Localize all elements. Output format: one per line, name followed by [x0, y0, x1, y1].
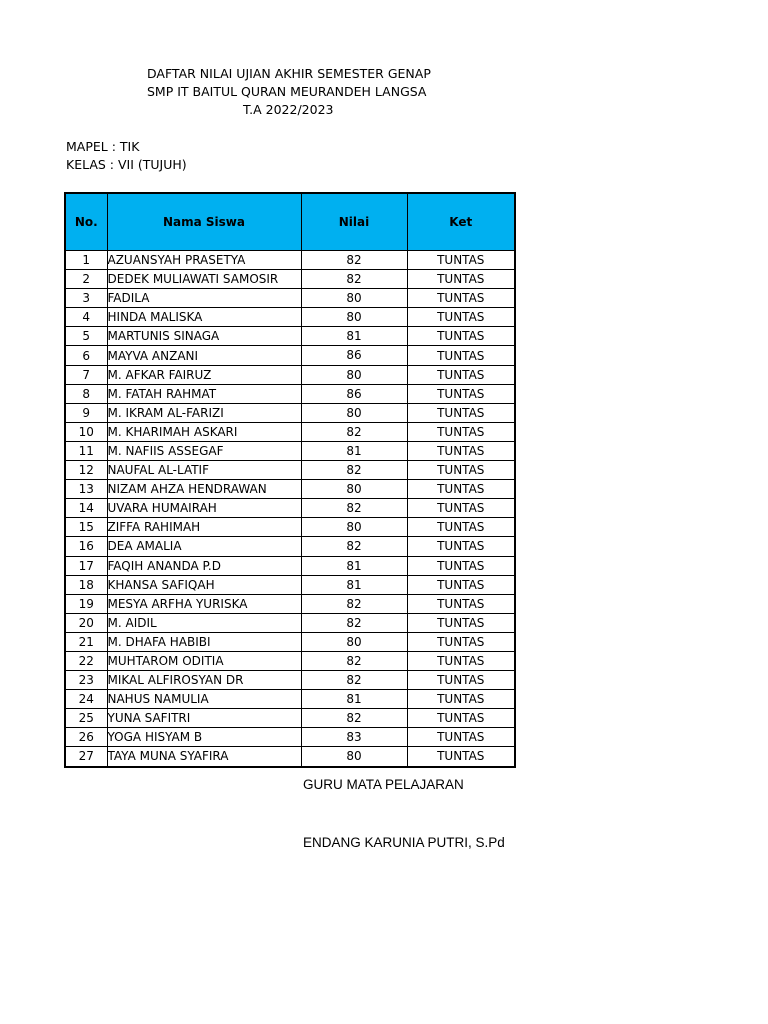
subject-label: MAPEL : TIK [66, 139, 140, 154]
table-header-row [65, 193, 515, 251]
cell-ket: TUNTAS [407, 709, 515, 728]
cell-score: 80 [301, 289, 407, 308]
cell-no: 21 [65, 632, 107, 651]
table-row [65, 632, 515, 651]
cell-score: 82 [301, 499, 407, 518]
cell-score: 82 [301, 270, 407, 289]
cell-name: MARTUNIS SINAGA [107, 327, 301, 346]
cell-score: 80 [301, 632, 407, 651]
cell-ket: TUNTAS [407, 556, 515, 575]
cell-no: 11 [65, 441, 107, 460]
cell-no: 15 [65, 518, 107, 537]
table-row [65, 575, 515, 594]
table-row [65, 728, 515, 747]
cell-no: 3 [65, 289, 107, 308]
cell-name: M. IKRAM AL-FARIZI [107, 403, 301, 422]
column-header-no: No. [65, 193, 107, 251]
cell-score: 82 [301, 594, 407, 613]
cell-name: DEDEK MULIAWATI SAMOSIR [107, 270, 301, 289]
cell-ket: TUNTAS [407, 690, 515, 709]
cell-name: AZUANSYAH PRASETYA [107, 251, 301, 270]
cell-ket: TUNTAS [407, 384, 515, 403]
class-label: KELAS : VII (TUJUH) [66, 157, 187, 172]
cell-ket: TUNTAS [407, 327, 515, 346]
cell-score: 80 [301, 308, 407, 327]
cell-score: 80 [301, 480, 407, 499]
cell-no: 24 [65, 690, 107, 709]
cell-ket: TUNTAS [407, 728, 515, 747]
cell-name: HINDA MALISKA [107, 308, 301, 327]
signature-role: GURU MATA PELAJARAN [303, 777, 464, 792]
cell-name: MIKAL ALFIROSYAN DR [107, 671, 301, 690]
cell-no: 1 [65, 251, 107, 270]
cell-ket: TUNTAS [407, 308, 515, 327]
cell-ket: TUNTAS [407, 289, 515, 308]
cell-no: 19 [65, 594, 107, 613]
cell-score: 82 [301, 613, 407, 632]
cell-score: 80 [301, 365, 407, 384]
table-row [65, 346, 515, 365]
cell-no: 25 [65, 709, 107, 728]
column-header-score: Nilai [301, 193, 407, 251]
signature-name: ENDANG KARUNIA PUTRI, S.Pd [303, 835, 505, 850]
cell-score: 86 [301, 384, 407, 403]
cell-score: 81 [301, 556, 407, 575]
cell-ket: TUNTAS [407, 575, 515, 594]
cell-ket: TUNTAS [407, 480, 515, 499]
table-row [65, 365, 515, 384]
cell-name: NIZAM AHZA HENDRAWAN [107, 480, 301, 499]
cell-score: 82 [301, 709, 407, 728]
school-name: SMP IT BAITUL QURAN MEURANDEH LANGSA [147, 84, 427, 99]
cell-score: 82 [301, 251, 407, 270]
cell-name: M. NAFIIS ASSEGAF [107, 441, 301, 460]
cell-score: 81 [301, 441, 407, 460]
cell-name: YUNA SAFITRI [107, 709, 301, 728]
cell-name: M. KHARIMAH ASKARI [107, 422, 301, 441]
cell-name: NAUFAL AL-LATIF [107, 461, 301, 480]
cell-ket: TUNTAS [407, 613, 515, 632]
cell-no: 22 [65, 651, 107, 670]
cell-name: YOGA HISYAM B [107, 728, 301, 747]
cell-no: 7 [65, 365, 107, 384]
cell-ket: TUNTAS [407, 461, 515, 480]
cell-no: 17 [65, 556, 107, 575]
cell-name: M. AIDIL [107, 613, 301, 632]
table-body [65, 251, 515, 767]
table-row [65, 747, 515, 767]
cell-name: ZIFFA RAHIMAH [107, 518, 301, 537]
cell-no: 4 [65, 308, 107, 327]
cell-name: FAQIH ANANDA P.D [107, 556, 301, 575]
table-row [65, 518, 515, 537]
cell-ket: TUNTAS [407, 251, 515, 270]
cell-no: 26 [65, 728, 107, 747]
cell-no: 13 [65, 480, 107, 499]
table-row [65, 308, 515, 327]
cell-no: 5 [65, 327, 107, 346]
cell-name: MESYA ARFHA YURISKA [107, 594, 301, 613]
cell-no: 2 [65, 270, 107, 289]
cell-no: 12 [65, 461, 107, 480]
table-row [65, 422, 515, 441]
academic-year: T.A 2022/2023 [243, 102, 334, 117]
cell-score: 80 [301, 518, 407, 537]
cell-no: 10 [65, 422, 107, 441]
table-row [65, 499, 515, 518]
table-row [65, 709, 515, 728]
cell-ket: TUNTAS [407, 651, 515, 670]
cell-score: 86 [301, 346, 407, 365]
table-row [65, 690, 515, 709]
table-row [65, 537, 515, 556]
table-row [65, 403, 515, 422]
cell-ket: TUNTAS [407, 441, 515, 460]
cell-score: 82 [301, 651, 407, 670]
cell-score: 81 [301, 327, 407, 346]
cell-no: 20 [65, 613, 107, 632]
cell-ket: TUNTAS [407, 594, 515, 613]
cell-ket: TUNTAS [407, 346, 515, 365]
cell-name: M. FATAH RAHMAT [107, 384, 301, 403]
grades-table [64, 192, 516, 768]
cell-no: 6 [65, 346, 107, 365]
cell-score: 82 [301, 422, 407, 441]
cell-ket: TUNTAS [407, 747, 515, 767]
cell-ket: TUNTAS [407, 422, 515, 441]
table-row [65, 480, 515, 499]
cell-no: 18 [65, 575, 107, 594]
table-row [65, 594, 515, 613]
cell-name: UVARA HUMAIRAH [107, 499, 301, 518]
table-row [65, 289, 515, 308]
cell-name: MAYVA ANZANI [107, 346, 301, 365]
table-row [65, 270, 515, 289]
table-row [65, 651, 515, 670]
cell-no: 8 [65, 384, 107, 403]
table-row [65, 671, 515, 690]
table-row [65, 251, 515, 270]
cell-no: 14 [65, 499, 107, 518]
table-row [65, 613, 515, 632]
table-row [65, 384, 515, 403]
cell-score: 81 [301, 575, 407, 594]
table-row [65, 556, 515, 575]
cell-ket: TUNTAS [407, 403, 515, 422]
cell-name: FADILA [107, 289, 301, 308]
column-header-ket: Ket [407, 193, 515, 251]
cell-name: DEA AMALIA [107, 537, 301, 556]
cell-no: 23 [65, 671, 107, 690]
cell-ket: TUNTAS [407, 537, 515, 556]
cell-score: 82 [301, 461, 407, 480]
cell-name: M. DHAFA HABIBI [107, 632, 301, 651]
cell-score: 83 [301, 728, 407, 747]
cell-name: TAYA MUNA SYAFIRA [107, 747, 301, 767]
table-row [65, 327, 515, 346]
cell-ket: TUNTAS [407, 270, 515, 289]
cell-score: 82 [301, 671, 407, 690]
table-row [65, 461, 515, 480]
table-row [65, 441, 515, 460]
cell-score: 80 [301, 747, 407, 767]
cell-name: NAHUS NAMULIA [107, 690, 301, 709]
cell-no: 27 [65, 747, 107, 767]
document-title: DAFTAR NILAI UJIAN AKHIR SEMESTER GENAP [147, 66, 431, 81]
cell-ket: TUNTAS [407, 632, 515, 651]
cell-score: 82 [301, 537, 407, 556]
cell-no: 9 [65, 403, 107, 422]
cell-name: M. AFKAR FAIRUZ [107, 365, 301, 384]
cell-name: KHANSA SAFIQAH [107, 575, 301, 594]
cell-ket: TUNTAS [407, 365, 515, 384]
cell-score: 80 [301, 403, 407, 422]
cell-score: 81 [301, 690, 407, 709]
cell-ket: TUNTAS [407, 518, 515, 537]
cell-name: MUHTAROM ODITIA [107, 651, 301, 670]
cell-no: 16 [65, 537, 107, 556]
cell-ket: TUNTAS [407, 671, 515, 690]
cell-ket: TUNTAS [407, 499, 515, 518]
column-header-name: Nama Siswa [107, 193, 301, 251]
